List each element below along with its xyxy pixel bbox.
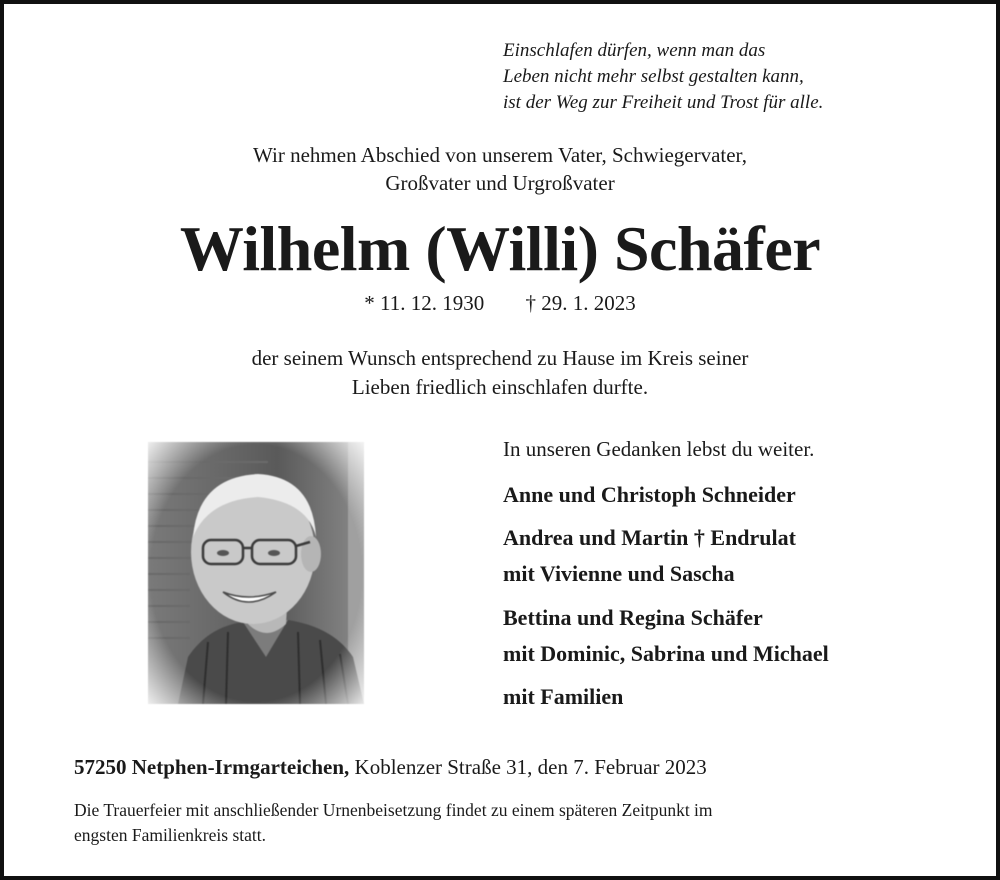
- birth-date: * 11. 12. 1930: [364, 291, 485, 315]
- quote-line: Einschlafen dürfen, wenn man das: [503, 40, 766, 61]
- family-bettina-regina: Bettina und Regina Schäfer: [503, 605, 763, 630]
- funeral-note: [74, 798, 713, 848]
- family-vivienne-sascha: mit Vivienne und Sascha: [503, 561, 735, 586]
- family-dominic-sabrina-michael: mit Dominic, Sabrina und Michael: [503, 641, 829, 666]
- family-andrea-martin: Andrea und Martin † Endrulat: [503, 525, 796, 550]
- family-mit-familien: mit Familien: [503, 684, 624, 709]
- intro-line: Wir nehmen Abschied von unserem Vater, Schwiegervater,: [253, 143, 747, 167]
- address-rest: Koblenzer Straße 31, den 7. Februar 2023: [354, 755, 707, 779]
- family-anne-christoph: Anne und Christoph Schneider: [503, 482, 796, 507]
- deceased-name: Wilhelm (Willi) Schäfer: [179, 213, 821, 284]
- address-line: [74, 755, 707, 780]
- wish-line: der seinem Wunsch entsprechend zu Hause im Kreis seiner: [251, 346, 749, 370]
- memorial-quote: [503, 38, 823, 116]
- death-date: † 29. 1. 2023: [525, 291, 636, 315]
- wish-line: Lieben friedlich einschlafen durfte.: [351, 375, 649, 399]
- intro-line: Großvater und Urgroßvater: [385, 171, 615, 195]
- portrait-photo: [148, 442, 364, 704]
- address-place: 57250 Netphen-Irmgarteichen,: [74, 755, 350, 779]
- note-line: engsten Familienkreis statt.: [74, 825, 266, 845]
- quote-line: Leben nicht mehr selbst gestalten kann,: [503, 66, 804, 87]
- life-dates: [0, 291, 1000, 316]
- note-line: Die Trauerfeier mit anschließender Urnenbeisetzung findet zu einem späteren Zeitpunkt im: [74, 800, 713, 820]
- passing-description: [0, 344, 1000, 402]
- quote-line: ist der Weg zur Freiheit und Trost für alle.: [503, 92, 824, 113]
- portrait-image: [148, 442, 364, 704]
- farewell-intro: [0, 141, 1000, 197]
- thoughts-line: In unseren Gedanken lebst du weiter.: [503, 437, 815, 461]
